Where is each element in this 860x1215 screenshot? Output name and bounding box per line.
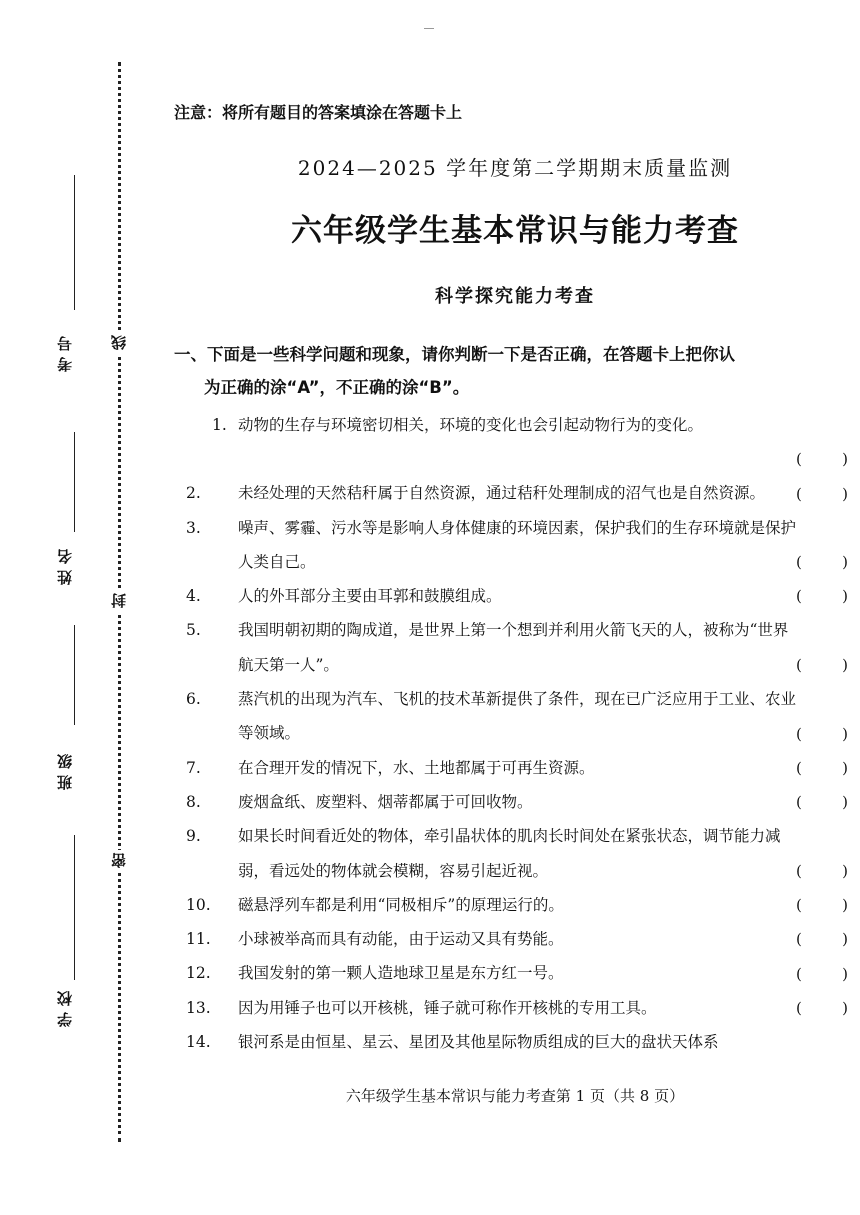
question-text: 人的外耳部分主要由耳郭和鼓膜组成。 <box>238 587 502 606</box>
question-item <box>186 956 852 990</box>
question-item <box>186 682 852 751</box>
class-label: 班级 <box>56 748 74 790</box>
question-text: 小球被举高而具有动能，由于运动又具有势能。 <box>238 930 564 949</box>
question-number: 4. <box>186 587 201 606</box>
question-number: 13. <box>186 998 211 1017</box>
question-text: 蒸汽机的出现为汽车、飞机的技术革新提供了条件，现在已广泛应用于工业、农业等领域。 <box>238 690 797 743</box>
section-one-line2: 为正确的涂“A”，不正确的涂“B”。 <box>204 378 470 397</box>
seal-char-xian: 线 <box>108 332 130 354</box>
question-number: 2. <box>186 484 201 503</box>
section-one-instruction <box>174 338 854 404</box>
page-footer: 六年级学生基本常识与能力考查第 1 页（共 8 页） <box>345 1087 685 1105</box>
answer-paren[interactable]: ( ) <box>796 861 848 880</box>
answer-paren[interactable]: ( ) <box>796 999 848 1018</box>
seal-char-mi: 密 <box>108 850 130 872</box>
answer-paren[interactable]: ( ) <box>796 896 848 915</box>
exam-title: 六年级学生基本常识与能力考查 <box>291 213 739 249</box>
question-text: 如果长时间看近处的物体，牵引晶状体的肌肉长时间处在紧张状态，调节能力减弱，看远处的物体就会模糊，容易引起近视。 <box>238 827 781 880</box>
question-number: 5. <box>186 621 201 640</box>
question-text: 因为用锤子也可以开核桃，锤子就可称作开核桃的专用工具。 <box>238 998 657 1017</box>
question-text: 废烟盒纸、废塑料、烟蒂都属于可回收物。 <box>238 792 533 811</box>
top-scan-mark <box>424 28 434 29</box>
answer-paren[interactable]: ( ) <box>796 553 848 572</box>
question-number: 11. <box>186 930 211 949</box>
question-list <box>186 408 852 1059</box>
exam-number-label: 考号 <box>56 330 74 372</box>
school-line <box>74 835 75 980</box>
question-item <box>212 408 852 476</box>
question-text: 噪声、雾霾、污水等是影响人身体健康的环境因素，保护我们的生存环境就是保护人类自己。 <box>238 518 797 571</box>
question-number: 7. <box>186 758 201 777</box>
question-number: 9. <box>186 827 201 846</box>
question-item <box>186 476 852 510</box>
question-number: 8. <box>186 792 201 811</box>
name-line <box>74 432 75 532</box>
answer-paren[interactable]: ( ) <box>796 930 848 949</box>
question-item <box>186 819 852 888</box>
question-text: 我国明朝初期的陶成道，是世界上第一个想到并利用火箭飞天的人，被称为“世界航天第一人”。 <box>238 621 789 674</box>
answer-paren[interactable]: ( ) <box>796 758 848 777</box>
question-text: 银河系是由恒星、星云、星团及其他星际物质组成的巨大的盘状天体系 <box>238 1033 719 1052</box>
question-number: 1. <box>212 416 227 434</box>
answer-paren[interactable]: ( ) <box>796 484 848 503</box>
question-number: 6. <box>186 690 201 709</box>
question-item <box>186 785 852 819</box>
question-item <box>186 888 852 922</box>
question-text: 未经处理的天然秸秆属于自然资源，通过秸秆处理制成的沼气也是自然资源。 <box>238 484 766 503</box>
question-item <box>186 922 852 956</box>
question-text: 我国发射的第一颗人造地球卫星是东方红一号。 <box>238 964 564 983</box>
question-item <box>186 511 852 580</box>
answer-paren[interactable]: ( ) <box>796 656 848 675</box>
question-number: 3. <box>186 518 201 537</box>
question-number: 14. <box>186 1033 211 1052</box>
section-one-line1: 一、下面是一些科学问题和现象，请你判断一下是否正确，在答题卡上把你认 <box>174 345 735 364</box>
question-text: 磁悬浮列车都是利用“同极相斥”的原理运行的。 <box>238 895 564 914</box>
answer-notice: 注意：将所有题目的答案填涂在答题卡上 <box>174 103 463 122</box>
term-title: 2024—2025 学年度第二学期期末质量监测 <box>297 156 733 180</box>
answer-paren[interactable]: ( ) <box>796 964 848 983</box>
answer-paren[interactable]: ( ) <box>796 450 848 469</box>
exam-number-line <box>74 175 75 310</box>
name-label: 姓名 <box>56 543 74 585</box>
seal-char-feng: 封 <box>108 590 130 612</box>
question-item <box>186 579 852 613</box>
answer-paren[interactable]: ( ) <box>796 793 848 812</box>
answer-paren[interactable]: ( ) <box>796 724 848 743</box>
exam-subtitle: 科学探究能力考查 <box>435 286 595 307</box>
question-number: 10. <box>186 895 211 914</box>
class-line <box>74 625 75 725</box>
question-item <box>186 1025 852 1059</box>
answer-paren[interactable]: ( ) <box>796 587 848 606</box>
question-text: 动物的生存与环境密切相关，环境的变化也会引起动物行为的变化。 <box>238 416 704 434</box>
question-item <box>186 613 852 682</box>
school-label: 学校 <box>56 985 74 1027</box>
question-number: 12. <box>186 964 211 983</box>
question-item <box>186 751 852 785</box>
question-text: 在合理开发的情况下，水、土地都属于可再生资源。 <box>238 758 595 777</box>
question-item <box>186 991 852 1025</box>
